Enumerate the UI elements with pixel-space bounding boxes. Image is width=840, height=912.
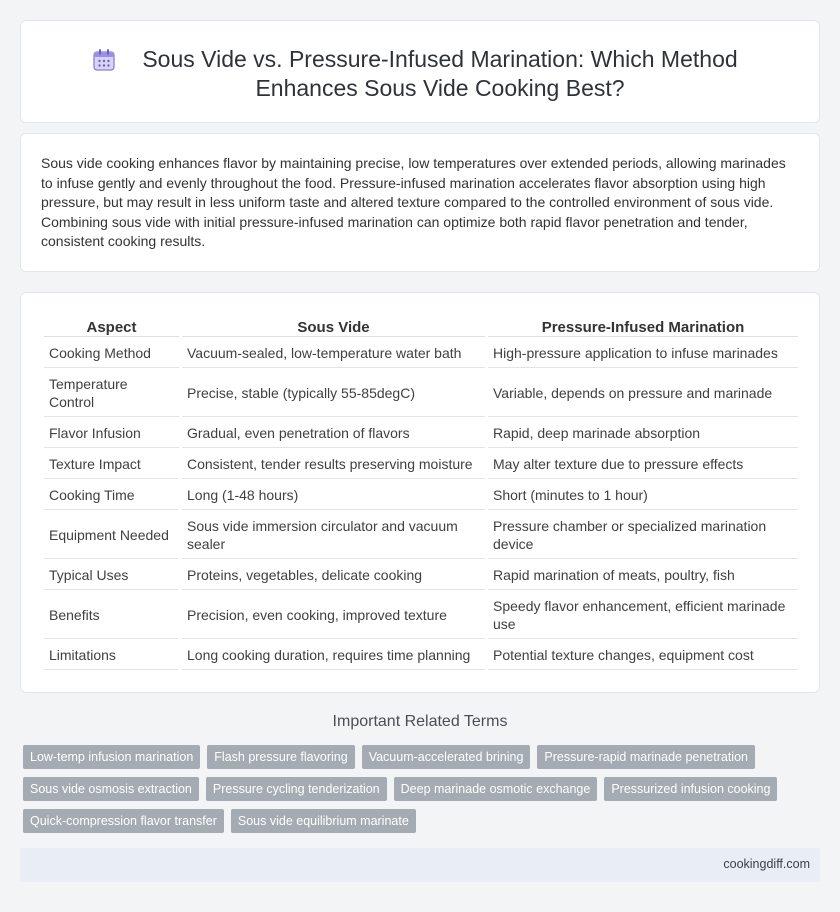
cell-sous-vide: Vacuum-sealed, low-temperature water bath [182,339,485,368]
cell-aspect: Temperature Control [44,370,179,417]
intro-paragraph: Sous vide cooking enhances flavor by maintaining precise, low temperatures over extended periods, allowing marinades to infuse gently and evenly throughout the food. Pressure-infused marination accelerates flavor absorption using high pressure, but may result in less uniform taste and altered texture compared to the controlled environment of sous vide. Combining sous vide with initial pressure-infused marination can optimize both rapid flavor penetration and tender, consistent cooking results. [41,155,786,250]
related-term-tag[interactable]: Vacuum-accelerated brining [362,745,531,769]
cell-pressure: Rapid, deep marinade absorption [488,419,798,448]
related-term-tag[interactable]: Quick-compression flavor transfer [23,809,224,833]
cell-pressure: Variable, depends on pressure and marinade [488,370,798,417]
related-term-tag[interactable]: Pressure cycling tenderization [206,777,387,801]
related-term-tag[interactable]: Sous vide osmosis extraction [23,777,199,801]
cell-sous-vide: Consistent, tender results preserving moisture [182,450,485,479]
cell-aspect: Flavor Infusion [44,419,179,448]
cell-aspect: Limitations [44,641,179,670]
footer-site-link[interactable]: cookingdiff.com [723,857,810,871]
related-term-tag[interactable]: Sous vide equilibrium marinate [231,809,416,833]
cell-aspect: Benefits [44,592,179,639]
related-term-tag[interactable]: Low-temp infusion marination [23,745,200,769]
cell-pressure: Speedy flavor enhancement, efficient marinade use [488,592,798,639]
related-terms-heading: Important Related Terms [332,713,508,730]
footer [20,848,820,882]
cell-sous-vide: Precise, stable (typically 55-85degC) [182,370,485,417]
cell-sous-vide: Precision, even cooking, improved texture [182,592,485,639]
page-title: Sous Vide vs. Pressure-Infused Marination: Which Method Enhances Sous Vide Cooking Best? [142,46,738,101]
table-row [44,641,798,670]
cell-pressure: Potential texture changes, equipment cost [488,641,798,670]
related-term-tag[interactable]: Pressurized infusion cooking [604,777,777,801]
cell-sous-vide: Proteins, vegetables, delicate cooking [182,561,485,590]
table-row [44,481,798,510]
table-row [44,450,798,479]
header-sous-vide: Sous Vide [182,315,485,337]
table-row [44,339,798,368]
related-term-tag[interactable]: Flash pressure flavoring [207,745,354,769]
cell-aspect: Cooking Method [44,339,179,368]
title-card [20,20,820,123]
cell-pressure: May alter texture due to pressure effects [488,450,798,479]
header-pressure-infused: Pressure-Infused Marination [488,315,798,337]
comparison-card [20,292,820,693]
cell-pressure: Short (minutes to 1 hour) [488,481,798,510]
related-terms-list [23,745,803,841]
header-aspect: Aspect [44,315,179,337]
table-row [44,592,798,639]
intro-card [20,133,820,272]
cell-aspect: Typical Uses [44,561,179,590]
table-row [44,512,798,559]
related-term-tag[interactable]: Deep marinade osmotic exchange [394,777,598,801]
cell-pressure: Pressure chamber or specialized marination device [488,512,798,559]
cell-sous-vide: Long (1-48 hours) [182,481,485,510]
cell-pressure: Rapid marination of meats, poultry, fish [488,561,798,590]
cell-aspect: Cooking Time [44,481,179,510]
cell-sous-vide: Sous vide immersion circulator and vacuum sealer [182,512,485,559]
comparison-table [41,313,801,672]
table-header-row [44,315,798,337]
cell-aspect: Equipment Needed [44,512,179,559]
cell-sous-vide: Gradual, even penetration of flavors [182,419,485,448]
related-term-tag[interactable]: Pressure-rapid marinade penetration [537,745,755,769]
cell-aspect: Texture Impact [44,450,179,479]
table-row [44,419,798,448]
cell-pressure: High-pressure application to infuse marinades [488,339,798,368]
cell-sous-vide: Long cooking duration, requires time planning [182,641,485,670]
table-row [44,561,798,590]
table-row [44,370,798,417]
